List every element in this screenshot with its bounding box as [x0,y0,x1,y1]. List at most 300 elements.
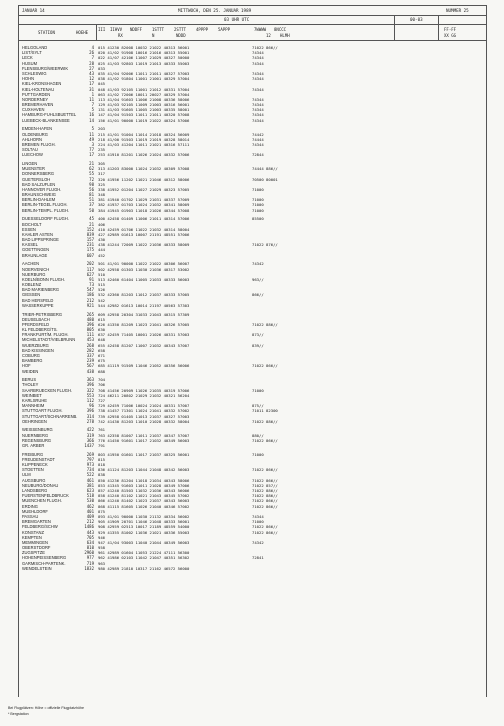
observation-groups: 156 41/01 90000 11019 21022 40324 57006 [98,117,190,123]
observation-groups: 348 [98,192,106,198]
observation-groups: 850 41236 81204 11018 21034 40343 58006 [98,477,190,483]
station-height: 56 [89,186,94,192]
observation-groups: 980 42989 21810 10317 21162 46572 56000 [98,565,190,571]
station-name: BRAUNLAGE [22,252,48,258]
station-name: BAD MARIENBERG [22,287,60,293]
observation-groups: 609 42958 20304 31033 21043 40315 57309 [98,311,190,317]
station-height: 381 [86,482,94,488]
observation-groups: 025 41/03 92803 11019 21013 40333 55003 [98,60,190,66]
observation-groups: 382 41937 01703 11024 21032 40341 58009 [98,202,190,208]
weather-groups: 875// [252,403,264,409]
station-name: AHLHORN [22,136,43,142]
observation-groups: 958 [98,545,106,551]
station-name: NEUBURG/DONAU [22,482,59,488]
observation-groups: 637 42459 71405 10001 21026 40331 57003 [98,332,190,338]
station-name: HELGOLAND [22,45,48,50]
station-height: 91 [89,276,94,282]
station-height: 16 [89,112,94,118]
station-height: 623 [86,488,94,493]
station-name: HANNOVER FLUGH. [22,186,62,192]
station-name: LECK [22,55,33,61]
station-height: 314 [86,413,94,419]
station-name: HUSUM [22,60,38,66]
station-name: NUERBURG [22,271,46,277]
observation-groups: 542 [98,297,106,303]
observation-groups: 501 41/01 90000 11022 21022 40306 56007 [98,261,190,267]
weather-groups: 74344 [252,112,264,118]
station-name: LINGEN [22,160,38,166]
observation-groups: 313 41203 83000 11024 21032 40309 57008 [98,166,190,172]
station-name: COBURG [22,353,40,358]
station-height: 212 [86,297,94,303]
observation-groups: 836 41124 81203 11044 21048 40342 56003 [98,467,190,473]
station-height: 81 [89,192,94,198]
station-name: DUESSELDORF FLUGH. [22,216,69,222]
station-name: BERUS [22,377,37,383]
weather-groups: 71022 886// [252,493,278,499]
station-name: LUEBECK-BLANKENSEE [22,117,70,123]
station-name: OEHRINGEN [22,418,47,424]
observation-groups: 626 41350 81209 11023 21041 40326 57005 [98,321,190,327]
station-height: 553 [86,392,94,398]
station-height: 396 [86,408,94,414]
observation-groups: 224 41/03 41204 11011 21021 40316 57111 [98,141,190,147]
weather-groups: 71000 [252,387,264,393]
station-height: 453 [86,337,94,343]
observation-groups: 742 41430 81203 11010 21028 40332 58004 [98,418,190,424]
table-row [18,369,486,374]
col-1sttt: 1STTT [152,27,165,32]
header-section: 00-03 [410,17,423,22]
col-divider [96,24,97,40]
station-height: 269 [86,451,94,457]
weather-groups: 71000 [252,197,264,203]
observation-groups: 063 41/02 72006 10011 20027 40329 57004 [98,91,190,97]
weather-groups: 74344 [252,86,264,92]
station-name: GR. ARBER [22,443,45,448]
station-name: BERLIN-DAHLEM [22,197,56,203]
station-name: TRIER-PETRISBERG [22,311,63,317]
station-height: 973 [86,462,94,468]
weather-groups: 74444 886// [252,166,278,172]
station-height: 112 [86,398,94,403]
station-height: 12 [89,76,94,82]
station-name: GARMISCH-PARTENK. [22,560,66,566]
station-height: 111 [86,332,94,338]
station-name: FREIBURG [22,451,44,457]
observation-groups: 438 41244 72009 11022 21036 40333 58009 [98,242,190,248]
observation-groups: 253 41910 81201 11026 21024 40332 57006 [98,152,190,158]
weather-groups: 74342 [252,261,264,267]
station-height: 212 [86,519,94,525]
observation-groups: 818 [98,462,106,468]
weather-groups: 963// [252,276,264,282]
observation-groups: 688 [98,368,106,374]
weather-groups: 71022 866// [252,363,278,369]
observation-groups: 791 [98,443,106,448]
station-name: SOLTAU [22,147,38,153]
col-2sttt: 2STTT [174,27,187,32]
station-table [18,45,486,571]
observation-groups: 761 [98,427,106,433]
station-name: PASSAU [22,513,39,519]
station-height: 805 [86,327,94,333]
station-height: 1832 [84,565,94,571]
station-name: NOERVENICH [22,266,50,272]
observation-groups: 706 [98,382,106,388]
observation-groups: 739 42958 01405 11013 21037 40327 57003 [98,413,190,419]
station-height: 55 [89,171,94,177]
station-name: LUECHOW [22,152,43,158]
observation-groups: 893 41/01 90000 11030 21132 40334 56002 [98,513,190,519]
observation-groups: 325 [98,181,106,187]
station-height: 797 [86,456,94,462]
station-name: FELDBERG/SCHW [22,524,58,530]
weather-groups: 873// [252,332,264,338]
weather-groups: 74344 [252,96,264,102]
station-name: GOETTINGEN [22,247,50,253]
observation-groups: 685 41119 91509 11046 21052 40356 56006 [98,363,190,369]
station-name: WEINBIET [22,392,42,398]
observation-groups: 544 42982 01613 10014 21197 40563 57303 [98,302,190,308]
station-height: 27 [89,65,94,71]
weather-groups: 71011 82300 [252,408,278,414]
weather-groups: 74344 [252,55,264,61]
station-height: 62 [89,166,94,172]
header-time: 03 UHR UTC [224,17,250,22]
column-header-rule [18,40,486,41]
station-height: 443 [86,529,94,535]
station-height: 45 [89,216,94,222]
station-name: SCHLESWIG [22,70,47,76]
observation-groups: 875 [98,508,106,514]
station-name: HOHN [22,76,35,82]
station-height: 21 [89,160,94,166]
weather-groups: 71022 866// [252,467,278,473]
observation-groups: 317 [98,171,106,177]
col-height: HOEHE [76,30,89,35]
col-hlmh: HLMH [280,33,290,38]
station-height: 51 [89,197,94,203]
station-height: 77 [89,147,94,153]
station-name: STUTTGART/SCHNARRENB. [22,413,78,419]
observation-groups: 035 41/04 92006 11011 21011 40327 57003 [98,70,190,76]
observation-groups: 235 [98,147,106,153]
observation-groups: 381 41940 01702 11029 21031 40337 57009 [98,197,190,203]
station-name: BAD SALZUFLEN [22,181,56,187]
observation-groups: 803 41950 01601 11017 21037 40325 56001 [98,451,190,457]
observation-groups: 131 41/03 91605 11005 21003 40335 58001 [98,107,190,113]
header-rule [18,15,486,16]
observation-groups: 430 [98,237,106,243]
weather-groups: 74344 [252,70,264,76]
col-divider [394,15,395,40]
observation-groups: 305 [98,160,106,166]
col-nddff: NDDFF [130,27,143,32]
station-name: BERLIN-TEGEL FLUGH. [22,202,68,208]
weather-groups: 71022 866// [252,503,278,509]
observation-groups: 427 42989 01613 10007 21191 48551 57006 [98,231,190,237]
station-name: KAHLER ASTEN [22,231,53,237]
weather-groups: 74344 [252,50,264,56]
station-height: 839 [86,231,94,237]
right-border [486,5,487,697]
station-height: 719 [86,560,94,566]
col-n: N [152,33,155,38]
station-name: OBERSTDORF [22,545,51,551]
observation-groups: 513 42460 61404 11005 21033 40333 56003 [98,276,190,282]
observation-groups: 947 41/04 93003 11040 21044 40349 56003 [98,539,190,545]
observation-groups: 815 [98,456,106,462]
weather-groups: 74442 [252,131,264,137]
station-height: 175 [86,247,94,253]
observation-groups: 338 41952 01204 11027 21029 40323 57005 [98,186,190,192]
station-height: 396 [86,321,94,327]
col-rx: RX [118,33,123,38]
weather-groups: 71000 [252,207,264,213]
station-height: 547 [86,287,94,293]
observation-groups: 215 41/01 91004 11014 21018 40324 56009 [98,131,190,137]
observation-groups: 658 [98,347,106,353]
weather-groups: 74342 [252,539,264,545]
observation-groups: 738 41457 71301 11024 21041 40332 57002 [98,408,190,414]
station-name: MANNHEIM [22,403,45,409]
weather-groups: 880// [252,432,264,438]
observation-groups: 630 [98,327,106,333]
table-row [18,419,486,424]
table-row [18,566,486,571]
station-name: NUERNBERG [22,432,49,438]
col-8nccc: 8NCCC [274,27,287,32]
station-height: 278 [86,418,94,424]
observation-groups: 452 [98,252,106,258]
station-name: REGENSBURG [22,437,52,443]
station-name: BREMEN FLUGH. [22,141,56,147]
station-height: 14 [89,117,94,123]
station-name: THOLEY [22,382,39,388]
weather-groups: 71022 866// [252,45,278,50]
station-height: 5 [91,126,94,132]
station-height: 401 [86,508,94,514]
station-height: 1 [91,91,94,97]
station-height: 50 [89,207,94,213]
station-height: 21 [89,221,94,227]
station-height: 422 [86,427,94,433]
station-name: BAD LIPPSPRINGE [22,237,59,243]
weather-groups: 85500 [252,216,264,222]
weather-groups: 839// [252,342,264,348]
observation-groups: 946 [98,534,106,540]
observation-groups: 868 41115 81605 11026 21040 40346 57002 [98,503,190,509]
station-name: KOELN/BONN FLUGH. [22,276,65,282]
weather-groups: 74344 [252,76,264,82]
station-name: HOHENPEISSENBERG [22,555,67,561]
station-name: CUXHAVEN [22,107,45,113]
weather-groups: 71000 [252,519,264,525]
station-name: KL FELDBERG/TS. [22,327,58,333]
station-height: 366 [86,437,94,443]
station-name: STUTTGART FLUGH. [22,408,63,414]
observation-groups: 866 41240 81402 11023 21037 40343 56003 [98,498,190,504]
weather-groups: 72841 [252,555,264,561]
station-height: 396 [86,382,94,388]
station-height: 607 [86,252,94,258]
station-name: BAMBERG [22,358,43,364]
col-5appp: 5APPP [218,27,231,32]
col-12: 12 [266,33,271,38]
station-height: 17 [89,81,94,87]
station-name: GUETERSLOH [22,176,51,182]
observation-groups: 015 41230 82008 10032 21022 40313 56001 [98,45,190,50]
station-height: 363 [86,377,94,383]
observation-groups: 526 [98,287,106,293]
station-height: 1486 [84,524,94,530]
station-name: BREMERHAVEN [22,102,54,108]
station-name: KARLSRUHE [22,398,48,403]
station-height: 49 [89,136,94,142]
station-height: 11 [89,131,94,137]
station-name: SAARBRUECKEN FLUGH. [22,387,73,393]
observation-groups: 020 41/02 91908 10016 21016 40313 55001 [98,50,190,56]
station-height: 7 [91,55,94,61]
observation-groups: 384 41945 01903 11018 21026 40344 57008 [98,207,190,213]
header-date: MITTWOCH, DEN 25. JANUAR 1989 [178,8,252,13]
station-name: ERDING [22,503,38,509]
table-row [18,152,486,157]
station-name: KIEL-KRONSHAGEN [22,81,62,87]
weather-groups: 71000 [252,186,264,192]
observation-groups: 410 42459 01706 11022 21032 40314 58004 [98,226,190,232]
observation-groups: 406 [98,221,106,227]
station-height: 96 [89,403,94,409]
station-name: STOETTEN [22,467,44,473]
station-name: MUENSTER [22,166,45,172]
observation-groups: 763 42358 81007 11011 21037 40347 57007 [98,432,190,438]
weather-groups: 71022 866// [252,529,278,535]
footnote-1: Bei Flugplätzen: Höhe = offizielle Flugplatzhöhe [8,706,84,710]
observation-groups: 400 42458 01409 11006 21011 40314 57006 [98,216,190,222]
observation-groups: 510 [98,271,106,277]
station-height: 265 [86,311,94,317]
station-height: 43 [89,70,94,76]
station-height: 268 [86,342,94,348]
station-height: 72 [89,176,94,182]
station-name: KIEL-HOLTENAU [22,86,55,92]
station-height: 239 [86,358,94,364]
observation-groups: 655 42458 81207 11007 21032 40343 57007 [98,342,190,348]
station-name: KASSEL [22,242,38,248]
weather-groups: 71022 886// [252,321,278,327]
observation-groups: 038 41/02 91804 11001 21001 40329 57004 [98,76,190,82]
station-height: 977 [86,555,94,561]
observation-groups: 147 41/04 91503 11011 21011 40320 57008 [98,112,190,118]
station-height: 409 [86,513,94,519]
station-height: 705 [86,534,94,540]
weather-groups: 74344 [252,60,264,66]
observation-groups: 929 41355 81002 11036 21021 40336 55003 [98,529,190,535]
station-height: 734 [86,467,94,473]
station-name: FREUDENSTADT [22,456,55,462]
station-height: 11 [89,96,94,102]
station-name: HAMBURG-FUHLSBUETTEL [22,112,77,118]
observation-groups: 858 41240 81102 11021 21043 40345 57002 [98,493,190,499]
station-name: KOBLENZ [22,282,42,288]
weather-groups: 71022 866// [252,498,278,504]
observation-groups: 776 41450 91601 11017 21032 40349 56003 [98,437,190,443]
weather-groups: 74344 [252,117,264,123]
observation-groups: 853 41345 91603 11011 21028 40349 57006 [98,482,190,488]
observation-groups: 648 [98,337,106,343]
station-name: BREMGARTEN [22,519,51,525]
header-left: JANUAR 14 [22,8,45,13]
weather-groups: 74344 [252,141,264,147]
weather-groups: 74344 [252,513,264,519]
station-height: 2960 [84,550,94,556]
station-name: FRANKFURT/M. FLUGH. [22,332,69,338]
station-name: BAD KISSINGEN [22,347,54,353]
station-height: 7 [91,102,94,108]
weather-groups: 71022 866// [252,437,278,443]
station-name: EMDEN-HAFEN [22,126,53,132]
observation-groups: 838 [98,472,106,478]
col-ff: FF-FF [444,27,457,32]
weather-groups: 71000 [252,202,264,208]
observation-groups: 963 [98,560,106,566]
col-xx: XX GG [444,33,457,38]
station-height: 461 [86,477,94,483]
observation-groups: 129 41/03 92105 11009 21003 40316 56001 [98,102,190,108]
station-height: 31 [89,86,94,92]
station-height: 26 [89,50,94,56]
header-number: NUMMER 25 [446,8,469,13]
station-height: 518 [86,493,94,499]
station-name: WENDELSTEIN [22,565,52,571]
station-height: 186 [86,292,94,298]
table-row [18,253,486,258]
station-height: 322 [86,387,94,393]
weather-groups: 70500 80001 [252,176,278,182]
station-height: 4 [91,45,94,50]
weather-groups: 71000 [252,451,264,457]
station-height: 810 [86,545,94,551]
weather-groups: 74344 [252,102,264,108]
observation-groups: 203 [98,126,106,132]
weather-groups: 71022 857// [252,482,278,488]
station-name: KONSTANZ [22,529,44,535]
station-height: 462 [86,503,94,509]
weather-groups: 74444 [252,136,264,142]
station-height: 522 [86,472,94,478]
station-height: 37 [89,202,94,208]
observation-groups: 727 [98,398,106,403]
station-name: LANDSBERG [22,488,48,493]
observation-groups: 962 41986 02103 11042 21047 40351 56302 [98,555,190,561]
station-name: AUGSBURG [22,477,46,483]
subheader-rule [18,24,486,25]
weather-groups: 71022 876// [252,242,278,248]
top-rule [18,5,486,6]
weather-groups: 72844 [252,152,264,158]
station-name: NORDERNEY [22,96,49,102]
table-row [18,208,486,213]
station-name: WASSERKUPPE [22,302,54,308]
station-height: 17 [89,152,94,158]
table-row [18,443,486,448]
col-nddd: NDDD [176,33,186,38]
station-height: 921 [86,302,94,308]
observation-groups: 857 41240 81503 11032 21036 40343 56006 [98,488,190,493]
weather-groups: 71022 866// [252,477,278,483]
